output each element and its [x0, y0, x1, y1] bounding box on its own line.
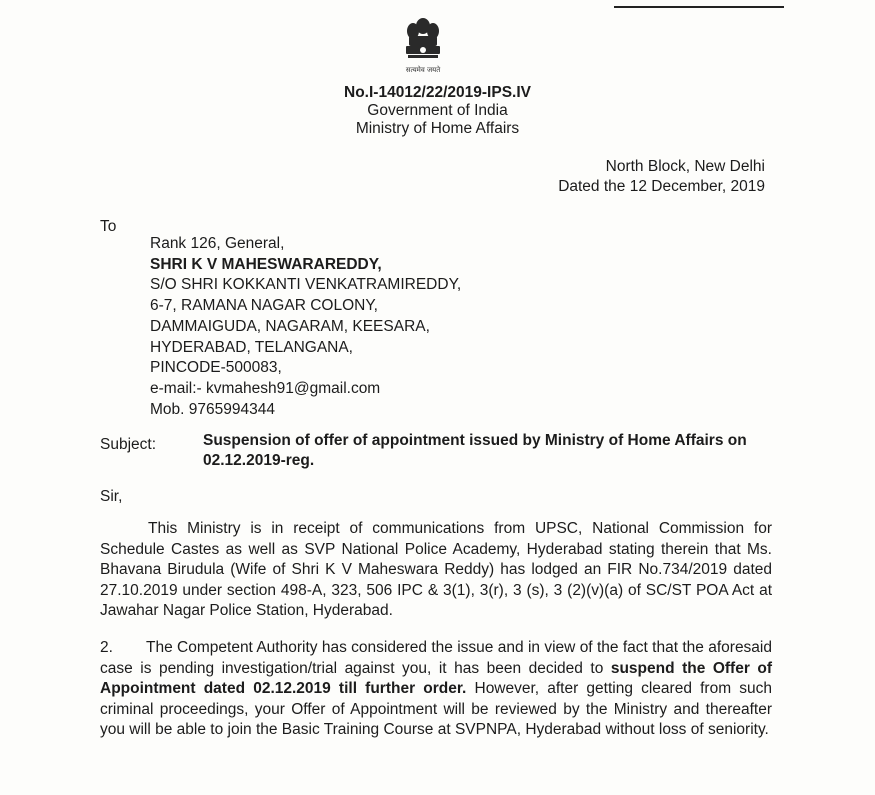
top-header-mark [614, 0, 784, 8]
state-emblem-icon [398, 14, 448, 78]
emblem-caption: सत्यमेव जयते [405, 66, 441, 74]
address-line: S/O SHRI KOKKANTI VENKATRAMIREDDY, [150, 276, 462, 294]
to-label: To [100, 218, 117, 235]
subject-text: Suspension of offer of appointment issued by Ministry of Home Affairs on 02.12.2019-reg. [203, 432, 747, 469]
address-line: 6-7, RAMANA NAGAR COLONY, [150, 297, 378, 315]
ministry-line: Ministry of Home Affairs [355, 120, 520, 137]
email-line: e-mail:- kvmahesh91@gmail.com [150, 379, 381, 397]
paragraph-2-text-a: The Competent Authority has considered the issue and in view of the fact that the aforesaid case is pending investigation/trial against you, it has been decided to [100, 639, 772, 677]
mobile-line: Mob. 9765994344 [150, 400, 275, 418]
address-line: Rank 126, General, [150, 235, 285, 252]
address-line: HYDERABAD, TELANGANA, [150, 338, 353, 356]
address-line: PINCODE-500083, [150, 359, 282, 377]
address-line: DAMMAIGUDA, NAGARAM, KEESARA, [150, 317, 430, 335]
paragraph-2-bold: suspend the Offer of Appointment dated 02.12.2019 till further order. [100, 659, 772, 697]
place-line: North Block, New Delhi [605, 158, 765, 175]
paragraph-1: This Ministry is in receipt of communications from UPSC, National Commission for Schedule Castes as well as SVP National Police Academy, Hyderabad stating therein that Ms. Bhavana Birudula (Wife of Shri K V Maheswara Reddy) has lodged an FIR No.734/2019 dated 27.10.2019 under section 498-A, 323, 506 IPC & 3(1), 3(r), 3 (s), 3 (2)(v)(a) of SC/ST POA Act at Jawahar Nagar Police Station, Hyderabad. [100, 520, 772, 619]
date-line: Dated the 12 December, 2019 [558, 178, 765, 195]
subject-label: Subject: [100, 436, 157, 453]
file-number: No.I-14012/22/2019-IPS.IV [344, 84, 531, 101]
government-line: Government of India [367, 102, 508, 119]
paragraph-number: 2. [100, 639, 113, 656]
recipient-name: SHRI K V MAHESWARAREDDY, [150, 255, 382, 273]
recipient-address [150, 234, 461, 420]
salutation: Sir, [100, 488, 123, 505]
paragraph-2 [100, 638, 772, 741]
paragraph-2-text-b: However, after getting cleared from such criminal proceedings, your Offer of Appointment will be reviewed by the Ministry and thereafter you will be able to join the Basic Training Course at SVPNPA, Hyderabad without loss of seniority. [100, 680, 772, 738]
